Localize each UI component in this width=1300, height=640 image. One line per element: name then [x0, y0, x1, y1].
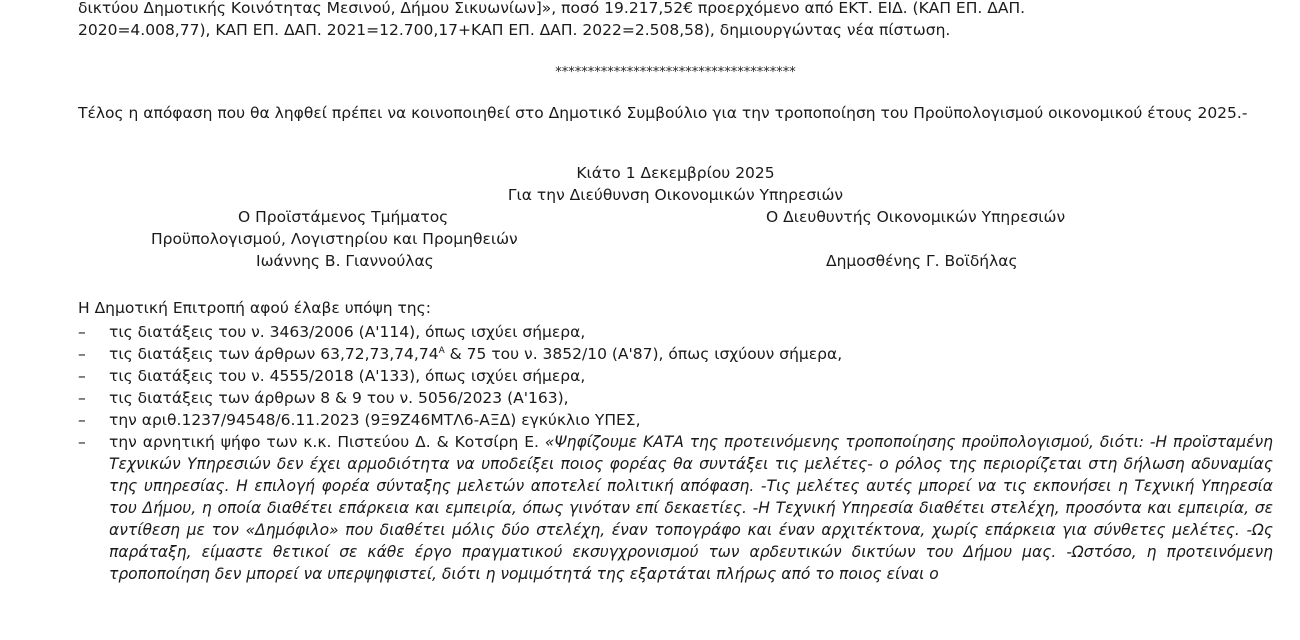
list-item-text: τις διατάξεις των άρθρων 8 & 9 του ν. 5056/2023 (Α'163),: [109, 389, 569, 407]
left-signatory-name: Ιωάννης Β. Γιαννούλας: [256, 252, 434, 270]
closing-paragraph: Τέλος η απόφαση που θα ληφθεί πρέπει να κοινοποιηθεί στο Δημοτικό Συμβούλιο για την τροποποίηση του Προϋπολογισμού οικονομικού έτους 2025.-: [78, 104, 1248, 122]
left-signatory-title: Ο Προϊστάμενος Τμήματος: [238, 208, 449, 226]
right-signatory-title: Ο Διευθυντής Οικονομικών Υπηρεσιών: [766, 208, 1066, 226]
separator: *************************************: [555, 65, 796, 80]
list-item: [78, 387, 1273, 409]
committee-intro: Η Δημοτική Επιτροπή αφού έλαβε υπόψη της:: [78, 299, 431, 317]
list-item-text: τις διατάξεις των άρθρων 63,72,73,74,74: [109, 345, 439, 363]
signature-on-behalf: Για την Διεύθυνση Οικονομικών Υπηρεσιών: [507, 186, 844, 204]
bullet-dash: –: [78, 433, 86, 451]
bullet-dash: –: [78, 367, 86, 385]
bullet-dash: –: [78, 323, 86, 341]
bullet-dash: –: [78, 389, 86, 407]
intro-paragraph: [78, 0, 1273, 41]
list-item-text: τις διατάξεις του ν. 4555/2018 (Α'133), όπως ισχύει σήμερα,: [109, 367, 586, 385]
list-item: [78, 321, 1273, 343]
list-item: [78, 365, 1273, 387]
intro-line-1: δικτύου Δημοτικής Κοινότητας Μεσινού, Δήμου Σικυωνίων]», ποσό 19.217,52€ προερχόμενο από ΕΚΤ. ΕΙΔ. (ΚΑΠ ΕΠ. ΔΑΠ.: [78, 0, 1026, 17]
right-signatory-name: Δημοσθένης Γ. Βοϊδήλας: [826, 252, 1018, 270]
left-signatory-subtitle: Προϋπολογισμού, Λογιστηρίου και Προμηθειών: [151, 230, 518, 248]
vote-text: την αρνητική ψήφο των κ.κ. Πιστεύου Δ. & Κοτσίρη Ε.: [109, 433, 545, 451]
list-item-vote: [78, 431, 1273, 585]
superscript-a: Α: [438, 345, 445, 356]
list-item: [78, 343, 1273, 365]
list-item-text: τις διατάξεις του ν. 3463/2006 (Α'114), όπως ισχύει σήμερα,: [109, 323, 586, 341]
list-item-text: την αριθ.1237/94548/6.11.2023 (9Ξ9Ζ46ΜΤΛ6-ΑΞΔ) εγκύκλιο ΥΠΕΣ,: [109, 411, 641, 429]
considerations-list: [78, 321, 1273, 585]
list-item: [78, 409, 1273, 431]
intro-line-2: 2020=4.008,77), ΚΑΠ ΕΠ. ΔΑΠ. 2021=12.700,17+ΚΑΠ ΕΠ. ΔΑΠ. 2022=2.508,58), δημιουργώντας νέα πίστωση.: [78, 21, 951, 39]
bullet-dash: –: [78, 411, 86, 429]
list-item-text-rest: & 75 του ν. 3852/10 (Α'87), όπως ισχύουν σήμερα,: [444, 345, 843, 363]
signature-place-date: Κιάτο 1 Δεκεμβρίου 2025: [576, 164, 775, 182]
bullet-dash: –: [78, 345, 86, 363]
vote-quote: «Ψηφίζουμε ΚΑΤΑ της προτεινόμενης τροποποίησης προϋπολογισμού, διότι: -Η προϊσταμένη Τεχνικών Υπηρεσιών δεν έχει αρμοδιότητα να υποδείξει ποιος φορέας θα συντάξει τις μελέτες- ο ρόλος της περιορίζεται στη δήλωση αδυναμίας της υπηρεσίας. Η επιλογή φορέα σύνταξης μελετών αποτελεί πολιτική απόφαση. -Τις μελέτες αυτές μπορεί να τις εκπονήσει η Τεχνική Υπηρεσία του Δήμου, η οποία διαθέτει επάρκεια και εμπειρία, όπως γινόταν επί δεκαετίες. -Η Τεχνική Υπηρεσία διαθέτει στελέχη, προσόντα και εμπειρία, σε αντίθεση με τον «Δημόφιλο» που διαθέτει μόλις δύο στελέχη, έναν τοπογράφο και έναν αρχιτέκτονα, χωρίς επάρκεια για σύνθετες μελέτες. -Ως παράταξη, είμαστε θετικοί σε κάθε έργο πραγματικού εκσυγχρονισμού των αρδευτικών δικτύων του Δήμου μας. -Ωστόσο, η προτεινόμενη τροποποίηση δεν μπορεί να υπερψηφιστεί, διότι η νομιμότητά της εξαρτάται πλήρως από το ποιος είναι ο: [109, 433, 1273, 583]
